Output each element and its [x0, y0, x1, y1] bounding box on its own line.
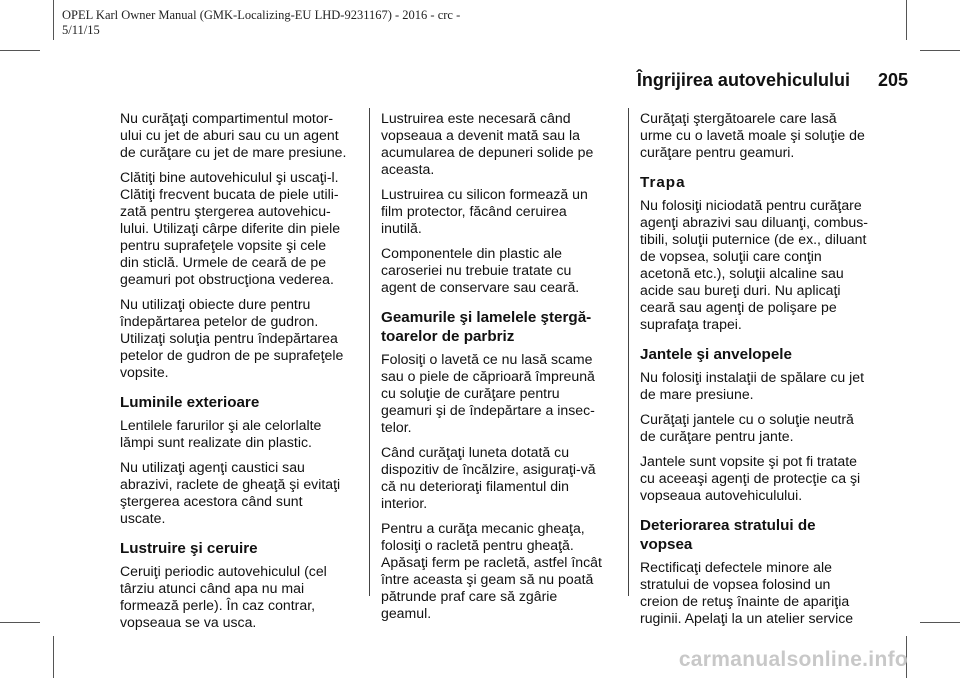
paragraph: Nu folosiţi instalaţii de spălare cu jet de mare presiune. — [640, 369, 865, 402]
section-heading: Luminile exterioare — [120, 394, 260, 411]
section-heading: Geamurile şi lamelele ştergă- toarelor de parbriz — [381, 309, 592, 345]
section-heading: Lustruire şi ceruire — [120, 540, 258, 557]
paragraph: Lustruirea cu silicon formează un film protector, făcând ceruirea inutilă. — [381, 186, 588, 236]
page-number: 205 — [877, 70, 908, 90]
column-divider — [369, 108, 370, 596]
paragraph: Nu utilizaţi agenţi caustici sau abrazivi, raclete de gheaţă şi evitaţi ştergerea acestora când sunt uscate. — [120, 459, 341, 526]
running-header — [637, 70, 908, 91]
section-title: Îngrijirea autovehiculului — [636, 70, 850, 90]
section-heading: Jantele şi anvelopele — [640, 346, 792, 363]
crop-mark — [906, 0, 907, 40]
paragraph: Când curăţaţi luneta dotată cu dispozitiv de încălzire, asiguraţi-vă că nu deterioraţi filamentul din interior. — [381, 444, 596, 511]
paragraph: Clătiţi bine autovehiculul şi uscaţi-l. Clătiţi frecvent bucata de piele utili- zată pentru ştergerea autovehicu- lului. Utilizaţi cârpe diferite din piele pentru suprafeţele vopsite şi cele din sticlă. Urmele de ceară de pe geamuri pot obstrucţiona vederea. — [120, 169, 341, 287]
paragraph: Curăţaţi jantele cu o soluţie neutră de curăţare pentru jante. — [640, 411, 854, 444]
paragraph: Pentru a curăţa mecanic gheaţa, folosiţi o racletă pentru gheaţă. Apăsaţi ferm pe racletă, astfel încât între aceasta şi geam să nu poată pătrunde praf care să zgârie geamul. — [381, 520, 602, 621]
watermark: carmanualsonline.info — [678, 648, 908, 671]
paragraph: Jantele sunt vopsite şi pot fi tratate cu aceeaşi agenţi de protecţie ca şi vopseaua autovehiculului. — [640, 453, 861, 503]
paragraph: Nu curăţaţi compartimentul motor- ului cu jet de aburi sau cu un agent de curăţare cu jet de mare presiune. — [120, 110, 347, 160]
paragraph: Componentele din plastic ale caroseriei nu trebuie tratate cu agent de conservare sau ceară. — [381, 245, 580, 295]
column-2 — [381, 110, 619, 630]
column-1 — [120, 110, 358, 639]
column-divider — [628, 108, 629, 596]
paragraph: Ceruiţi periodic autovehiculul (cel târziu atunci când apa nu mai formează perle). În caz contrar, vopseaua se va usca. — [120, 563, 327, 630]
column-3 — [640, 110, 878, 635]
crop-mark — [0, 622, 40, 623]
crop-mark — [53, 636, 54, 678]
paragraph: Lentilele farurilor şi ale celorlalte lămpi sunt realizate din plastic. — [120, 417, 322, 450]
crop-mark — [920, 622, 960, 623]
document-meta: OPEL Karl Owner Manual (GMK-Localizing-EU LHD-9231167) - 2016 - crc - 5/11/15 — [62, 8, 461, 37]
paragraph: Folosiţi o lavetă ce nu lasă scame sau o piele de căprioară împreună cu soluţie de curăţare pentru geamuri şi de îndepărtare a insec- telor. — [381, 351, 595, 435]
section-heading: Trapa — [640, 174, 686, 191]
crop-mark — [920, 50, 960, 51]
crop-mark — [53, 0, 54, 40]
paragraph: Nu utilizaţi obiecte dure pentru îndepărtarea petelor de gudron. Utilizaţi soluţia pentru îndepărtarea petelor de gudron de pe suprafeţele vopsite. — [120, 296, 344, 380]
crop-mark — [0, 50, 40, 51]
paragraph: Rectificaţi defectele minore ale stratului de vopsea folosind un creion de retuş înainte de apariţia ruginii. Apelaţi la un atelier service — [640, 559, 854, 626]
section-heading: Deteriorarea stratului de vopsea — [640, 517, 816, 553]
paragraph: Nu folosiţi niciodată pentru curăţare agenţi abrazivi sau diluanţi, combus- tibili, soluţii puternice (de ex., diluant de vopsea, soluţii care conţin acetonă etc.), soluţii alcaline sau acide sau bureţi duri. Nu aplicaţi ceară sau agenţi de polişare pe suprafaţa trapei. — [640, 197, 868, 332]
paragraph: Lustruirea este necesară când vopseaua a devenit mată sau la acumularea de depuneri solide pe aceasta. — [381, 110, 594, 177]
paragraph: Curăţaţi ştergătoarele care lasă urme cu o lavetă moale şi soluţie de curăţare pentru geamuri. — [640, 110, 865, 160]
